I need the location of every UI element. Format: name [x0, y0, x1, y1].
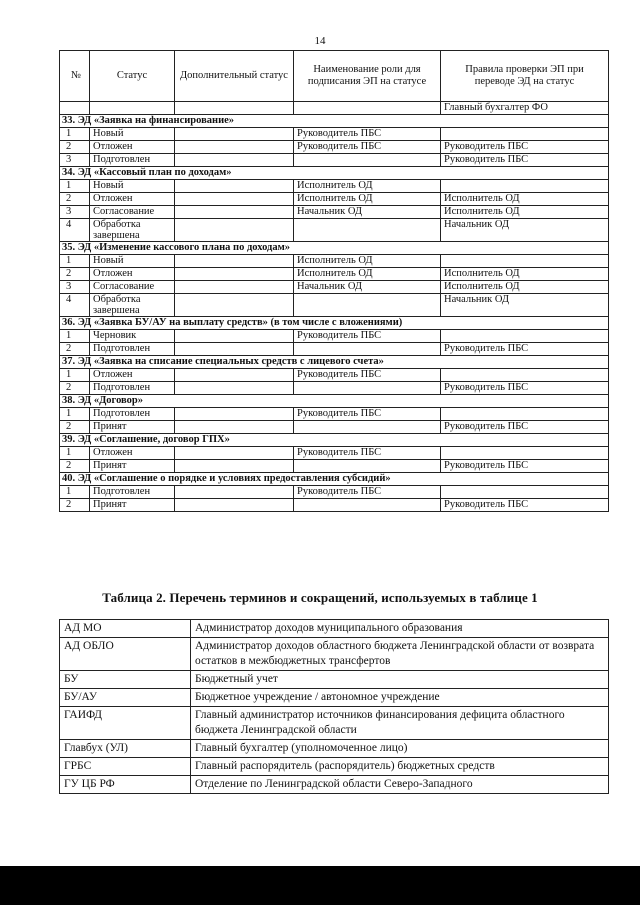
table-cell: 1 — [60, 447, 90, 460]
table-row — [60, 206, 609, 219]
table-cell — [175, 281, 294, 294]
table-cell — [175, 141, 294, 154]
table-cell: Исполнитель ОД — [441, 206, 609, 219]
section-row — [60, 395, 609, 408]
table-cell — [294, 421, 441, 434]
table-row — [60, 193, 609, 206]
section-title: 37. ЭД «Заявка на списание специальных средств с лицевого счета» — [60, 356, 609, 369]
term-row — [60, 638, 609, 671]
table-cell — [441, 255, 609, 268]
table-cell: 3 — [60, 154, 90, 167]
table-cell: Подготовлен — [90, 154, 175, 167]
table-cell: Новый — [90, 128, 175, 141]
table-cell — [294, 294, 441, 317]
term-definition: Администратор доходов муниципального образования — [191, 620, 609, 638]
table-cell: 2 — [60, 382, 90, 395]
column-header: № — [60, 51, 90, 102]
table-cell — [175, 343, 294, 356]
section-row — [60, 473, 609, 486]
table-cell: Отложен — [90, 141, 175, 154]
table-header-row — [60, 51, 609, 102]
table-cell — [175, 369, 294, 382]
term-definition: Отделение по Ленинградской области Северо-Западного — [191, 776, 609, 794]
section-title: 34. ЭД «Кассовый план по доходам» — [60, 167, 609, 180]
section-row — [60, 434, 609, 447]
table-cell — [294, 382, 441, 395]
term-row — [60, 620, 609, 638]
term-abbreviation: Главбух (УЛ) — [60, 740, 191, 758]
term-definition: Главный распорядитель (распорядитель) бюджетных средств — [191, 758, 609, 776]
section-title: 39. ЭД «Соглашение, договор ГПХ» — [60, 434, 609, 447]
term-row — [60, 776, 609, 794]
term-abbreviation: АД ОБЛО — [60, 638, 191, 671]
table-cell — [90, 102, 175, 115]
table-cell: Исполнитель ОД — [294, 255, 441, 268]
table-cell: 2 — [60, 460, 90, 473]
table-cell: 2 — [60, 193, 90, 206]
table-cell — [175, 382, 294, 395]
table-cell: Руководитель ПБС — [441, 141, 609, 154]
table-cell: Начальник ОД — [441, 294, 609, 317]
table-row — [60, 281, 609, 294]
term-definition: Бюджетное учреждение / автономное учреждение — [191, 689, 609, 707]
section-title: 38. ЭД «Договор» — [60, 395, 609, 408]
table-cell — [294, 154, 441, 167]
table-row — [60, 421, 609, 434]
term-row — [60, 689, 609, 707]
table-cell — [441, 180, 609, 193]
table-cell — [175, 330, 294, 343]
table-cell — [441, 369, 609, 382]
table-cell: Начальник ОД — [294, 281, 441, 294]
term-row — [60, 671, 609, 689]
table-cell: Обработка завершена — [90, 294, 175, 317]
table-cell — [175, 408, 294, 421]
table-cell: Руководитель ПБС — [294, 128, 441, 141]
table2-title: Таблица 2. Перечень терминов и сокращений, используемых в таблице 1 — [102, 590, 538, 605]
page-number: 14 — [314, 35, 326, 47]
section-title: 40. ЭД «Соглашение о порядке и условиях предоставления субсидий» — [60, 473, 609, 486]
table-row — [60, 460, 609, 473]
table-row — [60, 408, 609, 421]
term-definition: Главный бухгалтер (уполномоченное лицо) — [191, 740, 609, 758]
table-cell: Принят — [90, 499, 175, 512]
table-cell: 1 — [60, 128, 90, 141]
table-cell — [175, 154, 294, 167]
term-row — [60, 758, 609, 776]
table-cell — [175, 102, 294, 115]
term-definition: Главный администратор источников финансирования дефицита областного бюджета Ленинградской области — [191, 707, 609, 740]
table-cell — [175, 219, 294, 242]
table-cell: Руководитель ПБС — [294, 486, 441, 499]
term-abbreviation: ГРБС — [60, 758, 191, 776]
table-cell: 1 — [60, 369, 90, 382]
terms-table — [59, 619, 609, 794]
term-row — [60, 707, 609, 740]
table-cell: 2 — [60, 499, 90, 512]
section-title: 35. ЭД «Изменение кассового плана по доходам» — [60, 242, 609, 255]
table-cell — [175, 180, 294, 193]
table-cell: Руководитель ПБС — [441, 421, 609, 434]
table-cell — [175, 268, 294, 281]
section-row — [60, 356, 609, 369]
table-cell — [175, 421, 294, 434]
table-cell: Согласование — [90, 281, 175, 294]
table-row — [60, 343, 609, 356]
table-cell: 2 — [60, 268, 90, 281]
table-cell: Черновик — [90, 330, 175, 343]
table-cell: Исполнитель ОД — [441, 281, 609, 294]
term-abbreviation: ГУ ЦБ РФ — [60, 776, 191, 794]
table-cell: 3 — [60, 206, 90, 219]
table-cell — [294, 499, 441, 512]
table-cell: 1 — [60, 486, 90, 499]
section-title: 36. ЭД «Заявка БУ/АУ на выплату средств» (в том числе с вложениями) — [60, 317, 609, 330]
table-cell: Руководитель ПБС — [294, 447, 441, 460]
table-cell: Исполнитель ОД — [294, 193, 441, 206]
table-cell: Руководитель ПБС — [441, 499, 609, 512]
roles-table — [59, 50, 609, 512]
column-header: Правила проверки ЭП при переводе ЭД на статус — [441, 51, 609, 102]
table-cell: Исполнитель ОД — [294, 268, 441, 281]
table-cell — [294, 219, 441, 242]
table-cell: Новый — [90, 180, 175, 193]
table-cell: 2 — [60, 421, 90, 434]
term-row — [60, 740, 609, 758]
table-cell: Отложен — [90, 268, 175, 281]
table-cell: 1 — [60, 408, 90, 421]
table-cell: Исполнитель ОД — [441, 268, 609, 281]
table-row — [60, 499, 609, 512]
table-cell — [175, 128, 294, 141]
term-abbreviation: ГАИФД — [60, 707, 191, 740]
table-cell: 2 — [60, 343, 90, 356]
term-definition: Администратор доходов областного бюджета Ленинградской области от возврата остатков в межбюджетных трансфертов — [191, 638, 609, 671]
table-cell — [294, 343, 441, 356]
table-row — [60, 154, 609, 167]
table-cell: 2 — [60, 141, 90, 154]
table-cell: Руководитель ПБС — [441, 343, 609, 356]
table-cell — [175, 486, 294, 499]
table-row — [60, 382, 609, 395]
table-cell — [441, 128, 609, 141]
table-cell: Руководитель ПБС — [441, 154, 609, 167]
table-cell: Отложен — [90, 447, 175, 460]
table-cell: Подготовлен — [90, 486, 175, 499]
section-row — [60, 242, 609, 255]
table-cell: Главный бухгалтер ФО — [441, 102, 609, 115]
table-row — [60, 447, 609, 460]
term-abbreviation: БУ — [60, 671, 191, 689]
table-cell: 4 — [60, 219, 90, 242]
section-row — [60, 167, 609, 180]
table-cell: Руководитель ПБС — [294, 330, 441, 343]
table-cell: Новый — [90, 255, 175, 268]
table-cell: Руководитель ПБС — [294, 408, 441, 421]
table-cell — [175, 193, 294, 206]
table-cell: Исполнитель ОД — [294, 180, 441, 193]
table-row — [60, 255, 609, 268]
table-cell: Обработка завершена — [90, 219, 175, 242]
table-cell: Подготовлен — [90, 343, 175, 356]
term-abbreviation: АД МО — [60, 620, 191, 638]
table-row — [60, 294, 609, 317]
table-cell: Принят — [90, 421, 175, 434]
table-row — [60, 128, 609, 141]
table-cell: Исполнитель ОД — [441, 193, 609, 206]
term-definition: Бюджетный учет — [191, 671, 609, 689]
table-cell — [441, 330, 609, 343]
table-row — [60, 486, 609, 499]
table-cell: Подготовлен — [90, 382, 175, 395]
table-row — [60, 219, 609, 242]
table-cell — [175, 294, 294, 317]
section-title: 33. ЭД «Заявка на финансирование» — [60, 115, 609, 128]
table-cell — [175, 447, 294, 460]
table-cell: 4 — [60, 294, 90, 317]
table-cell: Согласование — [90, 206, 175, 219]
table-cell: Подготовлен — [90, 408, 175, 421]
table-cell: 1 — [60, 330, 90, 343]
table-cell — [60, 102, 90, 115]
term-abbreviation: БУ/АУ — [60, 689, 191, 707]
table-cell — [441, 486, 609, 499]
table-cell: 1 — [60, 180, 90, 193]
table-row — [60, 369, 609, 382]
table-cell: Отложен — [90, 193, 175, 206]
table-cell: Принят — [90, 460, 175, 473]
table-cell — [441, 408, 609, 421]
table-row — [60, 141, 609, 154]
table-row — [60, 180, 609, 193]
table-cell — [175, 460, 294, 473]
table-cell: Отложен — [90, 369, 175, 382]
table-cell — [175, 499, 294, 512]
table-row — [60, 102, 609, 115]
table-cell — [294, 102, 441, 115]
table-cell: Руководитель ПБС — [441, 382, 609, 395]
table-cell: Начальник ОД — [294, 206, 441, 219]
table-cell — [175, 255, 294, 268]
table-cell — [175, 206, 294, 219]
column-header: Статус — [90, 51, 175, 102]
table-cell: Руководитель ПБС — [441, 460, 609, 473]
table-cell — [294, 460, 441, 473]
table-cell: Начальник ОД — [441, 219, 609, 242]
column-header: Наименование роли для подписания ЭП на статусе — [294, 51, 441, 102]
table-cell — [441, 447, 609, 460]
table-cell: 3 — [60, 281, 90, 294]
table-cell: Руководитель ПБС — [294, 369, 441, 382]
column-header: Дополнительный статус — [175, 51, 294, 102]
section-row — [60, 317, 609, 330]
table-row — [60, 330, 609, 343]
table-row — [60, 268, 609, 281]
section-row — [60, 115, 609, 128]
table-cell: 1 — [60, 255, 90, 268]
table-cell: Руководитель ПБС — [294, 141, 441, 154]
scan-bottom-border — [0, 866, 640, 905]
